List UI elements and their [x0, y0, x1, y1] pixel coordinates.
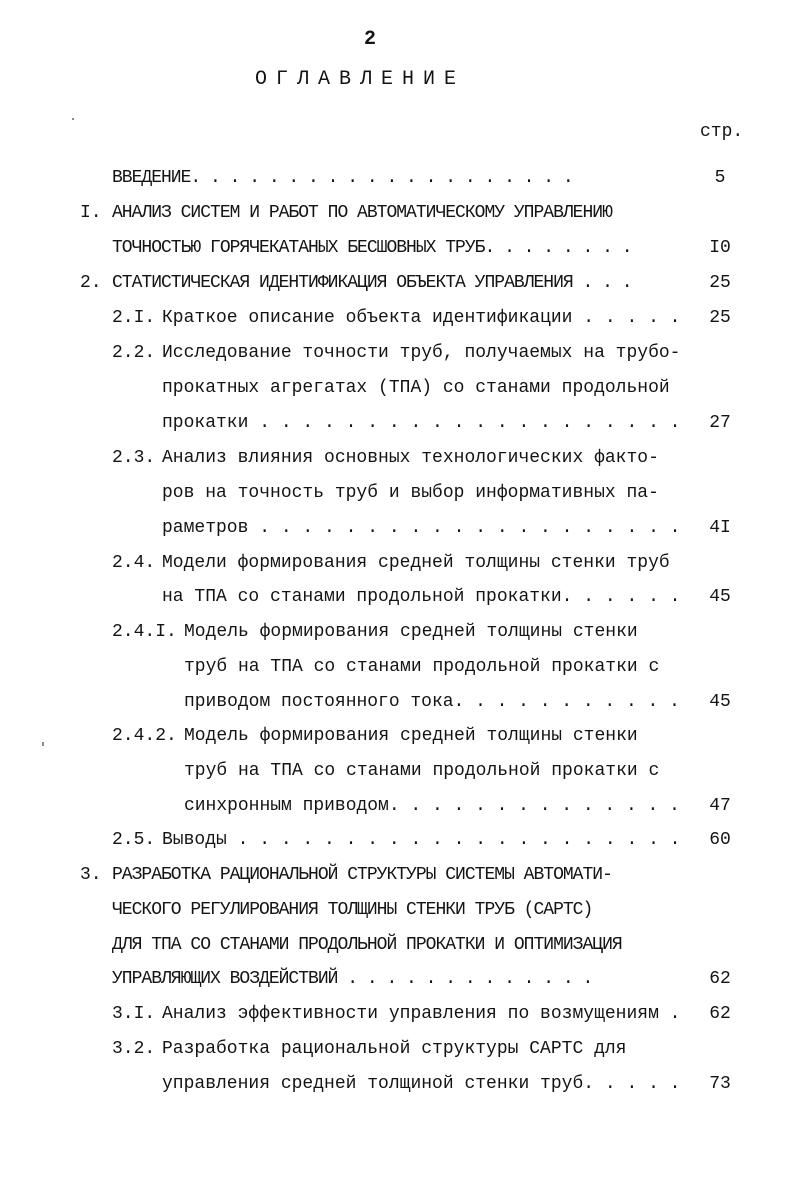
toc-entry-2-3-page: 4I: [709, 518, 731, 538]
toc-entry-2-3-line-3: раметров . . . . . . . . . . . . . . . . . . . .: [162, 518, 681, 538]
toc-entry-3-1-line-1: Анализ эффективности управления по возмущениям .: [162, 1004, 681, 1024]
toc-entry-2-1-line-1: Краткое описание объекта идентификации . . . . .: [162, 308, 681, 328]
toc-entry-2-5-page: 60: [709, 830, 731, 850]
toc-entry-2-5-number: 2.5.: [112, 830, 156, 850]
toc-entry-2-line-1: СТАТИСТИЧЕСКАЯ ИДЕНТИФИКАЦИЯ ОБЪЕКТА УПРАВЛЕНИЯ . . .: [112, 273, 632, 293]
toc-entry-3-line-3: ДЛЯ ТПА СО СТАНАМИ ПРОДОЛЬНОЙ ПРОКАТКИ И ОПТИМИЗАЦИЯ: [112, 935, 622, 955]
toc-entry-3-line-2: ЧЕСКОГО РЕГУЛИРОВАНИЯ ТОЛЩИНЫ СТЕНКИ ТРУБ (САРТС): [112, 900, 593, 920]
toc-entry-2-4-2-line-3: синхронным приводом. . . . . . . . . . . . . .: [184, 796, 680, 816]
toc-entry-2-4-line-2: на ТПА со станами продольной прокатки. . . . . .: [162, 587, 681, 607]
toc-entry-2-2-page: 27: [709, 413, 731, 433]
toc-entry-2-1-number: 2.I.: [112, 308, 156, 328]
toc-entry-3-2-number: 3.2.: [112, 1039, 156, 1059]
toc-entry-2-page: 25: [709, 273, 731, 293]
toc-entry-3-line-1: РАЗРАБОТКА РАЦИОНАЛЬНОЙ СТРУКТУРЫ СИСТЕМЫ АВТОМАТИ-: [112, 865, 612, 885]
toc-entry-intro-line-1: ВВЕДЕНИЕ. . . . . . . . . . . . . . . . . . . .: [112, 168, 573, 188]
toc-entry-3-line-4: УПРАВЛЯЮЩИХ ВОЗДЕЙСТВИЙ . . . . . . . . . . . . .: [112, 969, 593, 989]
toc-entry-2-4-1-number: 2.4.I.: [112, 622, 177, 642]
scan-speck: [42, 742, 44, 746]
toc-entry-2-2-line-3: прокатки . . . . . . . . . . . . . . . . . . . .: [162, 413, 681, 433]
toc-entry-3-2-line-2: управления средней толщиной стенки труб. . . . .: [162, 1074, 681, 1094]
toc-entry-2-4-number: 2.4.: [112, 553, 156, 573]
toc-entry-3-2-line-1: Разработка рациональной структуры САРТС для: [162, 1039, 627, 1059]
toc-entry-3-number: 3.: [80, 865, 102, 885]
toc-entry-2-4-line-1: Модели формирования средней толщины стенки труб: [162, 553, 670, 573]
toc-entry-3-1-page: 62: [709, 1004, 731, 1024]
toc-entry-2-2-number: 2.2.: [112, 343, 156, 363]
toc-entry-2-5-line-1: Выводы . . . . . . . . . . . . . . . . . . . . .: [162, 830, 681, 850]
toc-entry-1-number: I.: [80, 203, 102, 223]
toc-entry-2-1-page: 25: [709, 308, 731, 328]
toc-entry-1-line-1: АНАЛИЗ СИСТЕМ И РАБОТ ПО АВТОМАТИЧЕСКОМУ УПРАВЛЕНИЮ: [112, 203, 612, 223]
toc-entry-intro-page: 5: [714, 168, 726, 188]
toc-entry-2-4-1-line-3: приводом постоянного тока. . . . . . . . . . .: [184, 692, 680, 712]
toc-entry-2-number: 2.: [80, 273, 102, 293]
toc-entry-2-4-1-line-1: Модель формирования средней толщины стенки: [184, 622, 638, 642]
toc-entry-2-4-page: 45: [709, 587, 731, 607]
toc-entry-1-line-2: ТОЧНОСТЬЮ ГОРЯЧЕКАТАНЫХ БЕСШОВНЫХ ТРУБ. . . . . . . .: [112, 238, 632, 258]
toc-entry-3-2-page: 73: [709, 1074, 731, 1094]
toc-entry-2-3-line-1: Анализ влияния основных технологических факто-: [162, 448, 659, 468]
toc-entry-3-page: 62: [709, 969, 731, 989]
toc-entry-2-2-line-1: Исследование точности труб, получаемых на трубо-: [162, 343, 681, 363]
toc-entry-2-4-2-line-1: Модель формирования средней толщины стенки: [184, 726, 638, 746]
toc-entry-2-4-2-line-2: труб на ТПА со станами продольной прокатки с: [184, 761, 660, 781]
page-title: ОГЛАВЛЕНИЕ: [254, 68, 466, 91]
toc-entry-2-2-line-2: прокатных агрегатах (ТПА) со станами продольной: [162, 378, 670, 398]
toc-entry-2-3-number: 2.3.: [112, 448, 156, 468]
toc-entry-2-4-2-page: 47: [709, 796, 731, 816]
scan-speck: [72, 118, 74, 120]
toc-entry-1-page: I0: [709, 238, 731, 258]
toc-entry-2-3-line-2: ров на точность труб и выбор информативных па-: [162, 483, 659, 503]
toc-entry-2-4-2-number: 2.4.2.: [112, 726, 177, 746]
page-number: 2: [363, 28, 376, 51]
page-column-label: стр.: [700, 122, 744, 142]
toc-entry-2-4-1-line-2: труб на ТПА со станами продольной прокатки с: [184, 657, 660, 677]
toc-entry-2-4-1-page: 45: [709, 692, 731, 712]
toc-entry-3-1-number: 3.I.: [112, 1004, 156, 1024]
